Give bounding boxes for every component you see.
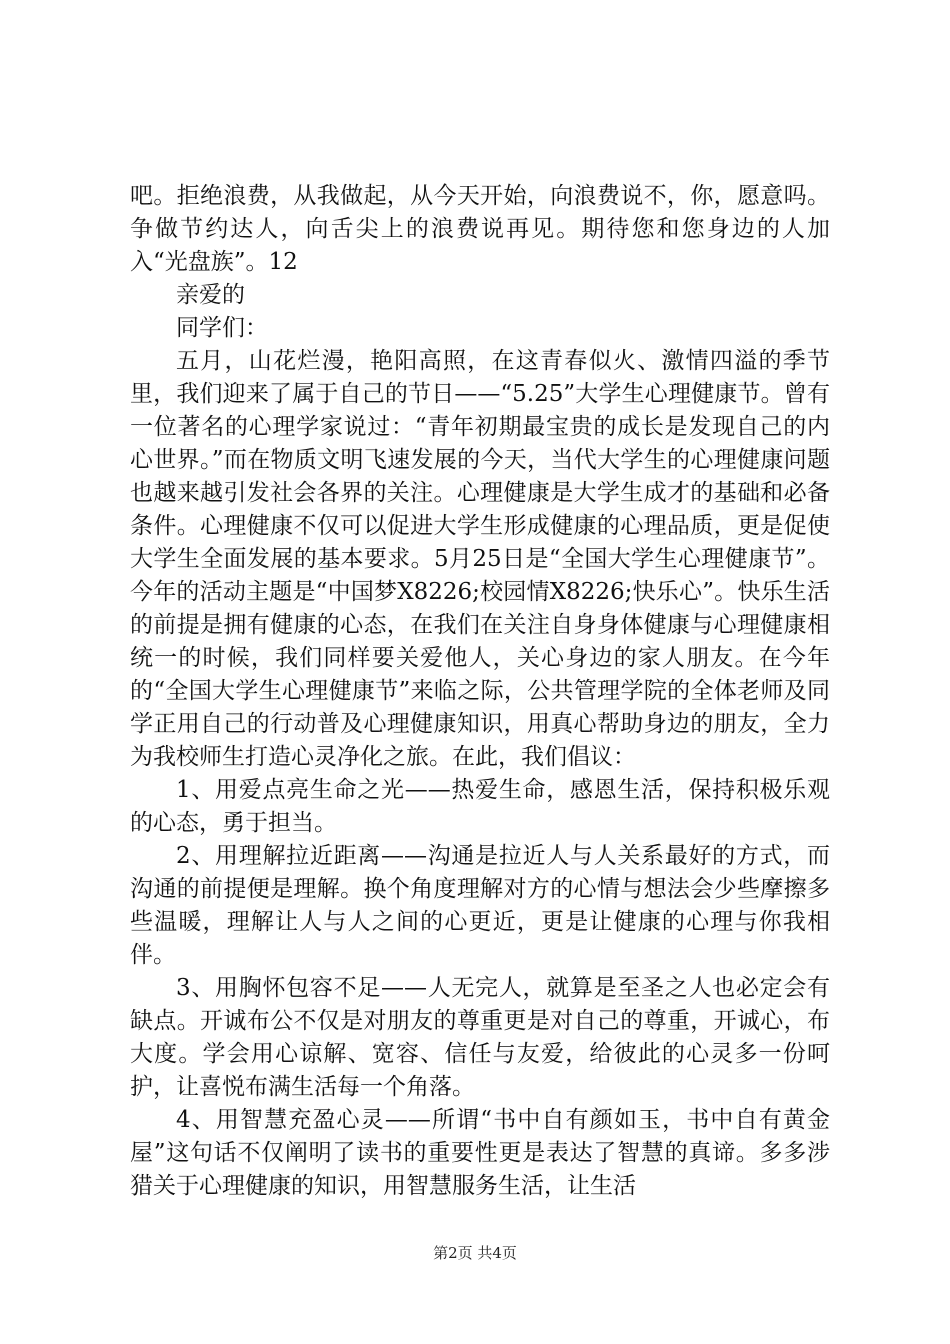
paragraph-item-2: 2、用理解拉近距离——沟通是拉近人与人关系最好的方式，而沟通的前提便是理解。换个角度理解对方的心情与想法会少些摩擦多些温暖，理解让人与人之间的心更近，更是让健康的心理与你我相伴。	[130, 843, 830, 968]
document-body	[130, 180, 830, 1203]
paragraph-item-1: 1、用爱点亮生命之光——热爱生命，感恩生活，保持积极乐观的心态，勇于担当。	[130, 777, 830, 836]
salutation-line-1: 亲爱的	[176, 282, 245, 308]
paragraph-item-4: 4、用智慧充盈心灵——所谓“书中自有颜如玉，书中自有黄金屋”这句话不仅阐明了读书的重要性更是表达了智慧的真谛。多多涉猎关于心理健康的知识，用智慧服务生活，让生活	[130, 1107, 830, 1199]
page-footer: 第2页 共4页	[433, 1244, 517, 1262]
paragraph-continuation: 吧。拒绝浪费，从我做起，从今天开始，向浪费说不，你，愿意吗。争做节约达人，向舌尖上的浪费说再见。期待您和您身边的人加入“光盘族”。12	[130, 183, 830, 275]
salutation-line-2: 同学们：	[176, 315, 268, 341]
paragraph-intro: 五月，山花烂漫，艳阳高照，在这青春似火、激情四溢的季节里，我们迎来了属于自己的节日——“5.25”大学生心理健康节。曾有一位著名的心理学家说过：“青年初期最宝贵的成长是发现自己的内心世界。”而在物质文明飞速发展的今天，当代大学生的心理健康问题也越来越引发社会各界的关注。心理健康是大学生成才的基础和必备条件。心理健康不仅可以促进大学生形成健康的心理品质，更是促使大学生全面发展的基本要求。5月25日是“全国大学生心理健康节”。今年的活动主题是“中国梦X8226;校园情X8226;快乐心”。快乐生活的前提是拥有健康的心态，在我们在关注自身身体健康与心理健康相统一的时候，我们同样要关爱他人，关心身边的家人朋友。在今年的“全国大学生心理健康节”来临之际，公共管理学院的全体老师及同学正用自己的行动普及心理健康知识，用真心帮助身边的朋友，全力为我校师生打造心灵净化之旅。在此，我们倡议：	[130, 348, 830, 770]
paragraph-item-3: 3、用胸怀包容不足——人无完人，就算是至圣之人也必定会有缺点。开诚布公不仅是对朋友的尊重更是对自己的尊重，开诚心，布大度。学会用心谅解、宽容、信任与友爱，给彼此的心灵多一份呵护，让喜悦布满生活每一个角落。	[130, 975, 830, 1100]
